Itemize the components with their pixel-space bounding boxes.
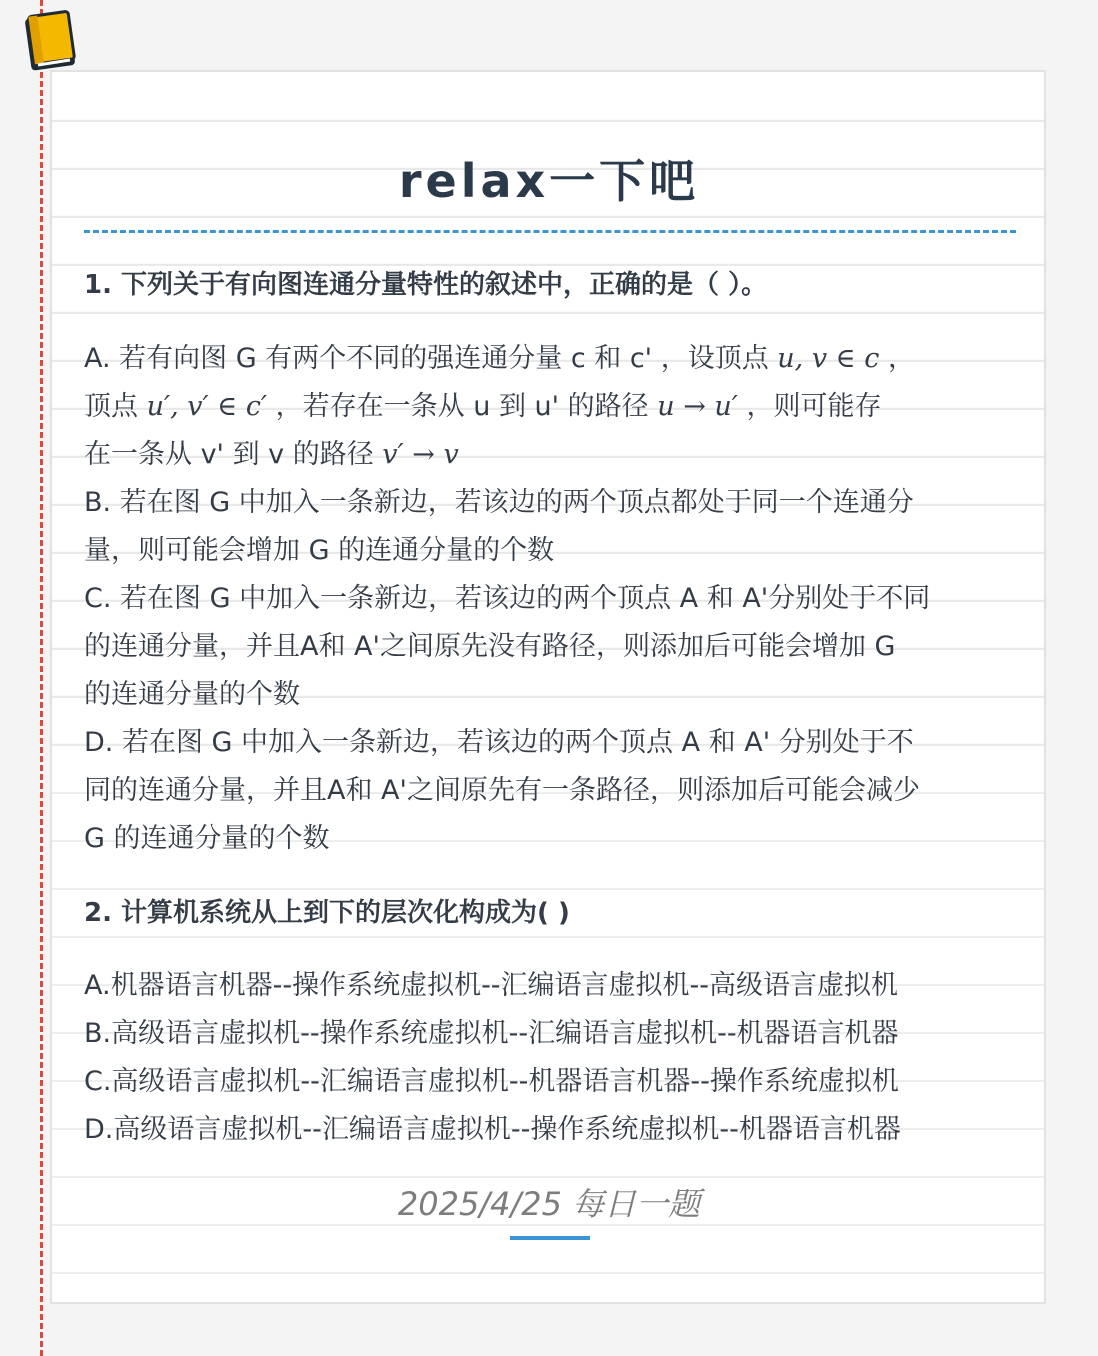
option-a-line-1: A. 若有向图 G 有两个不同的强连通分量 c 和 c' ，设顶点 u, v ∈ c ， <box>84 343 915 374</box>
math-expression: u, v ∈ c <box>777 343 880 374</box>
question-2-option-a: A.机器语言机器--操作系统虚拟机--汇编语言虚拟机--高级语言虚拟机 <box>84 970 899 1001</box>
question-1-option-c: C. 若在图 G 中加入一条新边，若该边的两个顶点 A 和 A'分别处于不同 的连通分量，并且A和 A'之间原先没有路径，则添加后可能会增加 G 的连通分量的个数 <box>84 583 931 710</box>
footer-divider <box>510 1236 590 1240</box>
notebook-icon <box>18 10 80 74</box>
option-a-line-2: 顶点 u′, v′ ∈ c′ ，若存在一条从 u 到 u' 的路径 u → u′ ，则可能存 <box>84 391 882 422</box>
question-1-option-b: B. 若在图 G 中加入一条新边，若该边的两个顶点都处于同一个连通分 量，则可能会增加 G 的连通分量的个数 <box>84 487 914 566</box>
question-2-option-d: D.高级语言虚拟机--汇编语言虚拟机--操作系统虚拟机--机器语言机器 <box>84 1114 901 1145</box>
question-1-option-d: D. 若在图 G 中加入一条新边，若该边的两个顶点 A 和 A' 分别处于不 同的连通分量，并且A和 A'之间原先有一条路径，则添加后可能会减少 G 的连通分量的个数 <box>84 727 920 854</box>
question-1-option-a <box>84 335 1024 479</box>
title-divider <box>84 230 1016 233</box>
option-a-line-3: 在一条从 v' 到 v 的路径 v′ → v <box>84 439 459 470</box>
math-expression: u′, v′ ∈ c′ <box>146 391 268 422</box>
question-1-title: 1. 下列关于有向图连通分量特性的叙述中，正确的是（ ）。 <box>84 270 768 300</box>
question-2-title: 2. 计算机系统从上到下的层次化构成为( ) <box>84 898 570 928</box>
page-title: relax一下吧 <box>398 154 700 208</box>
math-expression: u → u′ <box>657 391 738 422</box>
math-expression: v′ → v <box>382 439 459 470</box>
question-2-option-c: C.高级语言虚拟机--汇编语言虚拟机--机器语言机器--操作系统虚拟机 <box>84 1066 899 1097</box>
question-2-option-b: B.高级语言虚拟机--操作系统虚拟机--汇编语言虚拟机--机器语言机器 <box>84 1018 899 1049</box>
footer-date: 2025/4/25 每日一题 <box>397 1185 701 1223</box>
